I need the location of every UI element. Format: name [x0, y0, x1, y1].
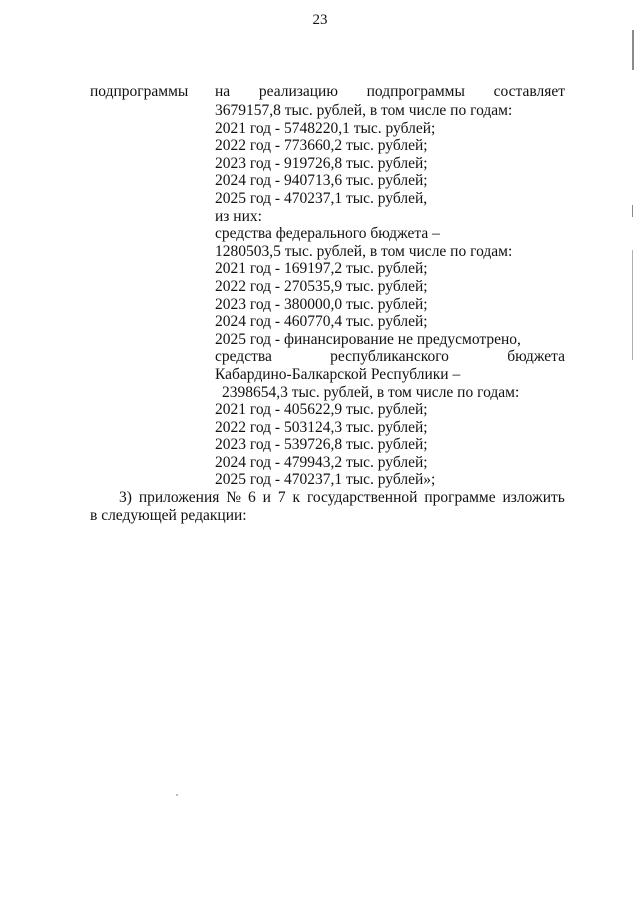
funding-lines	[215, 102, 565, 489]
first-row-word: на	[215, 83, 231, 100]
funding-line: 2024 год - 479943,2 тыс. рублей;	[215, 453, 428, 471]
funding-line: 2025 год - 470237,1 тыс. рублей»;	[215, 471, 436, 489]
funding-line-word: средства	[215, 348, 272, 366]
scan-edge-mark	[632, 250, 633, 360]
scan-edge-mark	[632, 205, 633, 217]
first-row-word: реализацию	[258, 83, 338, 100]
paragraph-word: к	[292, 489, 301, 506]
funding-line: 2024 год - 940713,6 тыс. рублей;	[215, 172, 428, 190]
funding-line: 2022 год - 503124,3 тыс. рублей;	[215, 418, 428, 436]
funding-line: 2021 год - 169197,2 тыс. рублей;	[215, 260, 428, 278]
funding-line: 3679157,8 тыс. рублей, в том числе по годам:	[215, 102, 513, 119]
scan-edge-mark	[632, 30, 634, 70]
paragraph-word: 3)	[119, 489, 132, 506]
funding-line: 2025 год - финансирование не предусмотрено,	[215, 330, 521, 348]
funding-line: 2024 год - 460770,4 тыс. рублей;	[215, 313, 428, 331]
funding-line: средства федерального бюджета –	[215, 225, 440, 243]
paragraph-word: 7	[277, 489, 286, 506]
paragraph-word: программе	[424, 489, 496, 506]
funding-line: из них:	[215, 207, 262, 225]
funding-line-word: республиканского	[330, 348, 449, 366]
funding-line	[215, 348, 565, 366]
paragraph-word: 6	[247, 489, 256, 506]
page-number: 23	[312, 12, 328, 28]
funding-line: 2022 год - 270535,9 тыс. рублей;	[215, 277, 428, 295]
funding-line: 2023 год - 539726,8 тыс. рублей;	[215, 436, 428, 454]
funding-line-word: бюджета	[507, 348, 565, 366]
funding-line: 2023 год - 380000,0 тыс. рублей;	[215, 295, 428, 313]
paragraph-first-line	[90, 489, 565, 507]
first-row	[215, 83, 565, 101]
paragraph-word: №	[226, 489, 242, 506]
scan-dot	[176, 794, 178, 796]
first-row-word: составляет	[493, 83, 565, 100]
row-label: подпрограммы	[90, 83, 189, 100]
paragraph-word: и	[262, 489, 271, 506]
funding-line: 2021 год - 405622,9 тыс. рублей;	[215, 401, 428, 419]
amendment-paragraph	[90, 489, 565, 524]
funding-line: 2021 год - 5748220,1 тыс. рублей;	[215, 119, 436, 137]
paragraph-second-line: в следующей редакции:	[90, 506, 247, 524]
funding-line: 2023 год - 919726,8 тыс. рублей;	[215, 154, 428, 172]
paragraph-word: изложить	[502, 489, 565, 506]
funding-line: 2025 год - 470237,1 тыс. рублей,	[215, 189, 428, 207]
funding-line: Кабардино-Балкарской Республики –	[215, 365, 461, 383]
funding-line: 1280503,5 тыс. рублей, в том числе по годам:	[215, 242, 513, 260]
funding-line: 2398654,3 тыс. рублей, в том числе по годам:	[222, 383, 520, 401]
paragraph-word: приложения	[138, 489, 220, 506]
paragraph-word: государственной	[306, 489, 418, 506]
first-row-word: подпрограммы	[366, 83, 465, 100]
funding-line: 2022 год - 773660,2 тыс. рублей;	[215, 137, 428, 155]
